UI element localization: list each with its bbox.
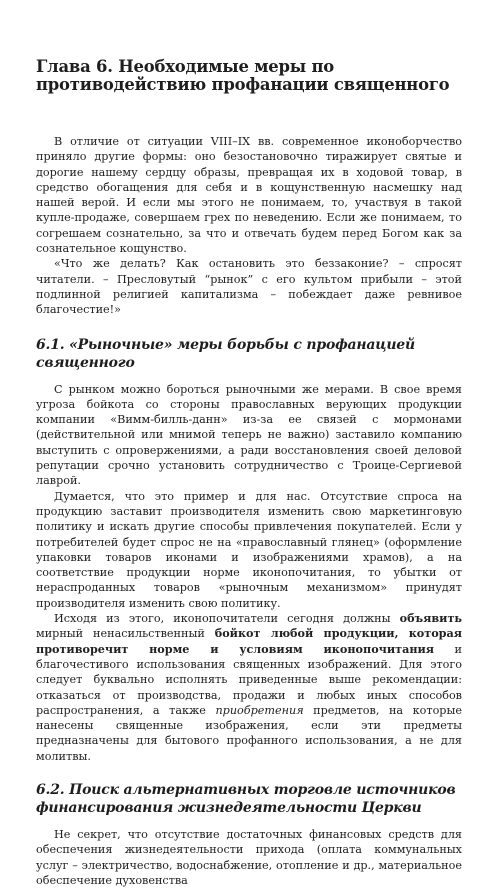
section-title-6-1: 6.1. «Рыночные» меры борьбы с профанацией священного: [36, 336, 415, 371]
text-run: мирный ненасильственный: [36, 627, 215, 641]
section1-paragraph-2: Думается, что это пример и для нас. Отсутствие спроса на продукцию заставит производителя изменить свою маркетинговую политику и искать другие способы привлечения покупателей. Если у потребителей будет спрос не на «православный глянец» (оформление упаковки товаров иконами и изображениями храмов), а на соответствие продукции норме иконопочитания, то убытки от нераспроданных товаров «рыночным механизмом» принудят производителя изменить свою политику.: [36, 489, 462, 610]
section1-paragraph-1: С рынком можно бороться рыночными же мерами. В свое время угроза бойкота со стороны православных верующих продукции компании «Вимм-билль-данн» из-за ее связей с мормонами (действительной или мнимой теперь не важно) заставило компанию выступить с опровержениями, а ради восстановления своей деловой репутации срочно установить сотрудничество с Троице-Сергиевой лаврой.: [36, 382, 462, 488]
section2-paragraph-1: Не секрет, что отсутствие достаточных финансовых средств для обеспечения жизнедеятельности прихода (оплата коммунальных услуг – электричество, водоснабжение, отопление и др., материальное обеспечение духовенства: [36, 827, 462, 887]
section-title-6-2: 6.2. Поиск альтернативных торговле источников финансирования жизнедеятельности Церкви: [36, 781, 456, 816]
intro-paragraph-1: В отличие от ситуации VIII–IX вв. современное иконоборчество приняло другие формы: оно безостановочно тиражирует святые и дорогие нашему сердцу образы, превращая их в ходовой товар, в средство обогащения для себя и в кощунственную насмешку над нашей верой. И если мы этого не понимаем, то, участвуя в такой купле-продаже, совершаем грех по неведению. Если же понимаем, то согрешаем сознательно, за что и отвечать будем перед Богом как за сознательное кощунство.: [36, 135, 462, 256]
document-page: [36, 58, 462, 888]
intro-paragraph-2: «Что же делать? Как остановить это беззаконие? – спросят читатели. – Пресловутый “рынок” с его культом прибыли – этой подлинной религией капитализма – побеждает даже ревнивое благочестие!»: [36, 257, 462, 317]
text-run: и благочестивого использования священных изображений. Для этого следует буквально исполнять приведенные выше рекомендации: отказаться от производства, продажи и любых иных способов распространения, а также: [36, 642, 463, 717]
text-run: предметов, на которые нанесены священные изображения, если эти предметы предназначены для бытового профанного использования, а не для молитвы.: [36, 703, 462, 763]
bold-text-run: бойкот любой продукции, которая противоречит норме и условиям иконопочитания: [36, 626, 462, 656]
bold-text-run: объявить: [399, 611, 462, 626]
italic-text-run: приобретения: [215, 703, 304, 717]
text-run: Исходя из этого, иконопочитатели сегодня должны: [54, 612, 400, 626]
section1-paragraph-3: [36, 611, 462, 764]
chapter-title: Глава 6. Необходимые меры по противодействию профанации священного: [36, 57, 450, 94]
